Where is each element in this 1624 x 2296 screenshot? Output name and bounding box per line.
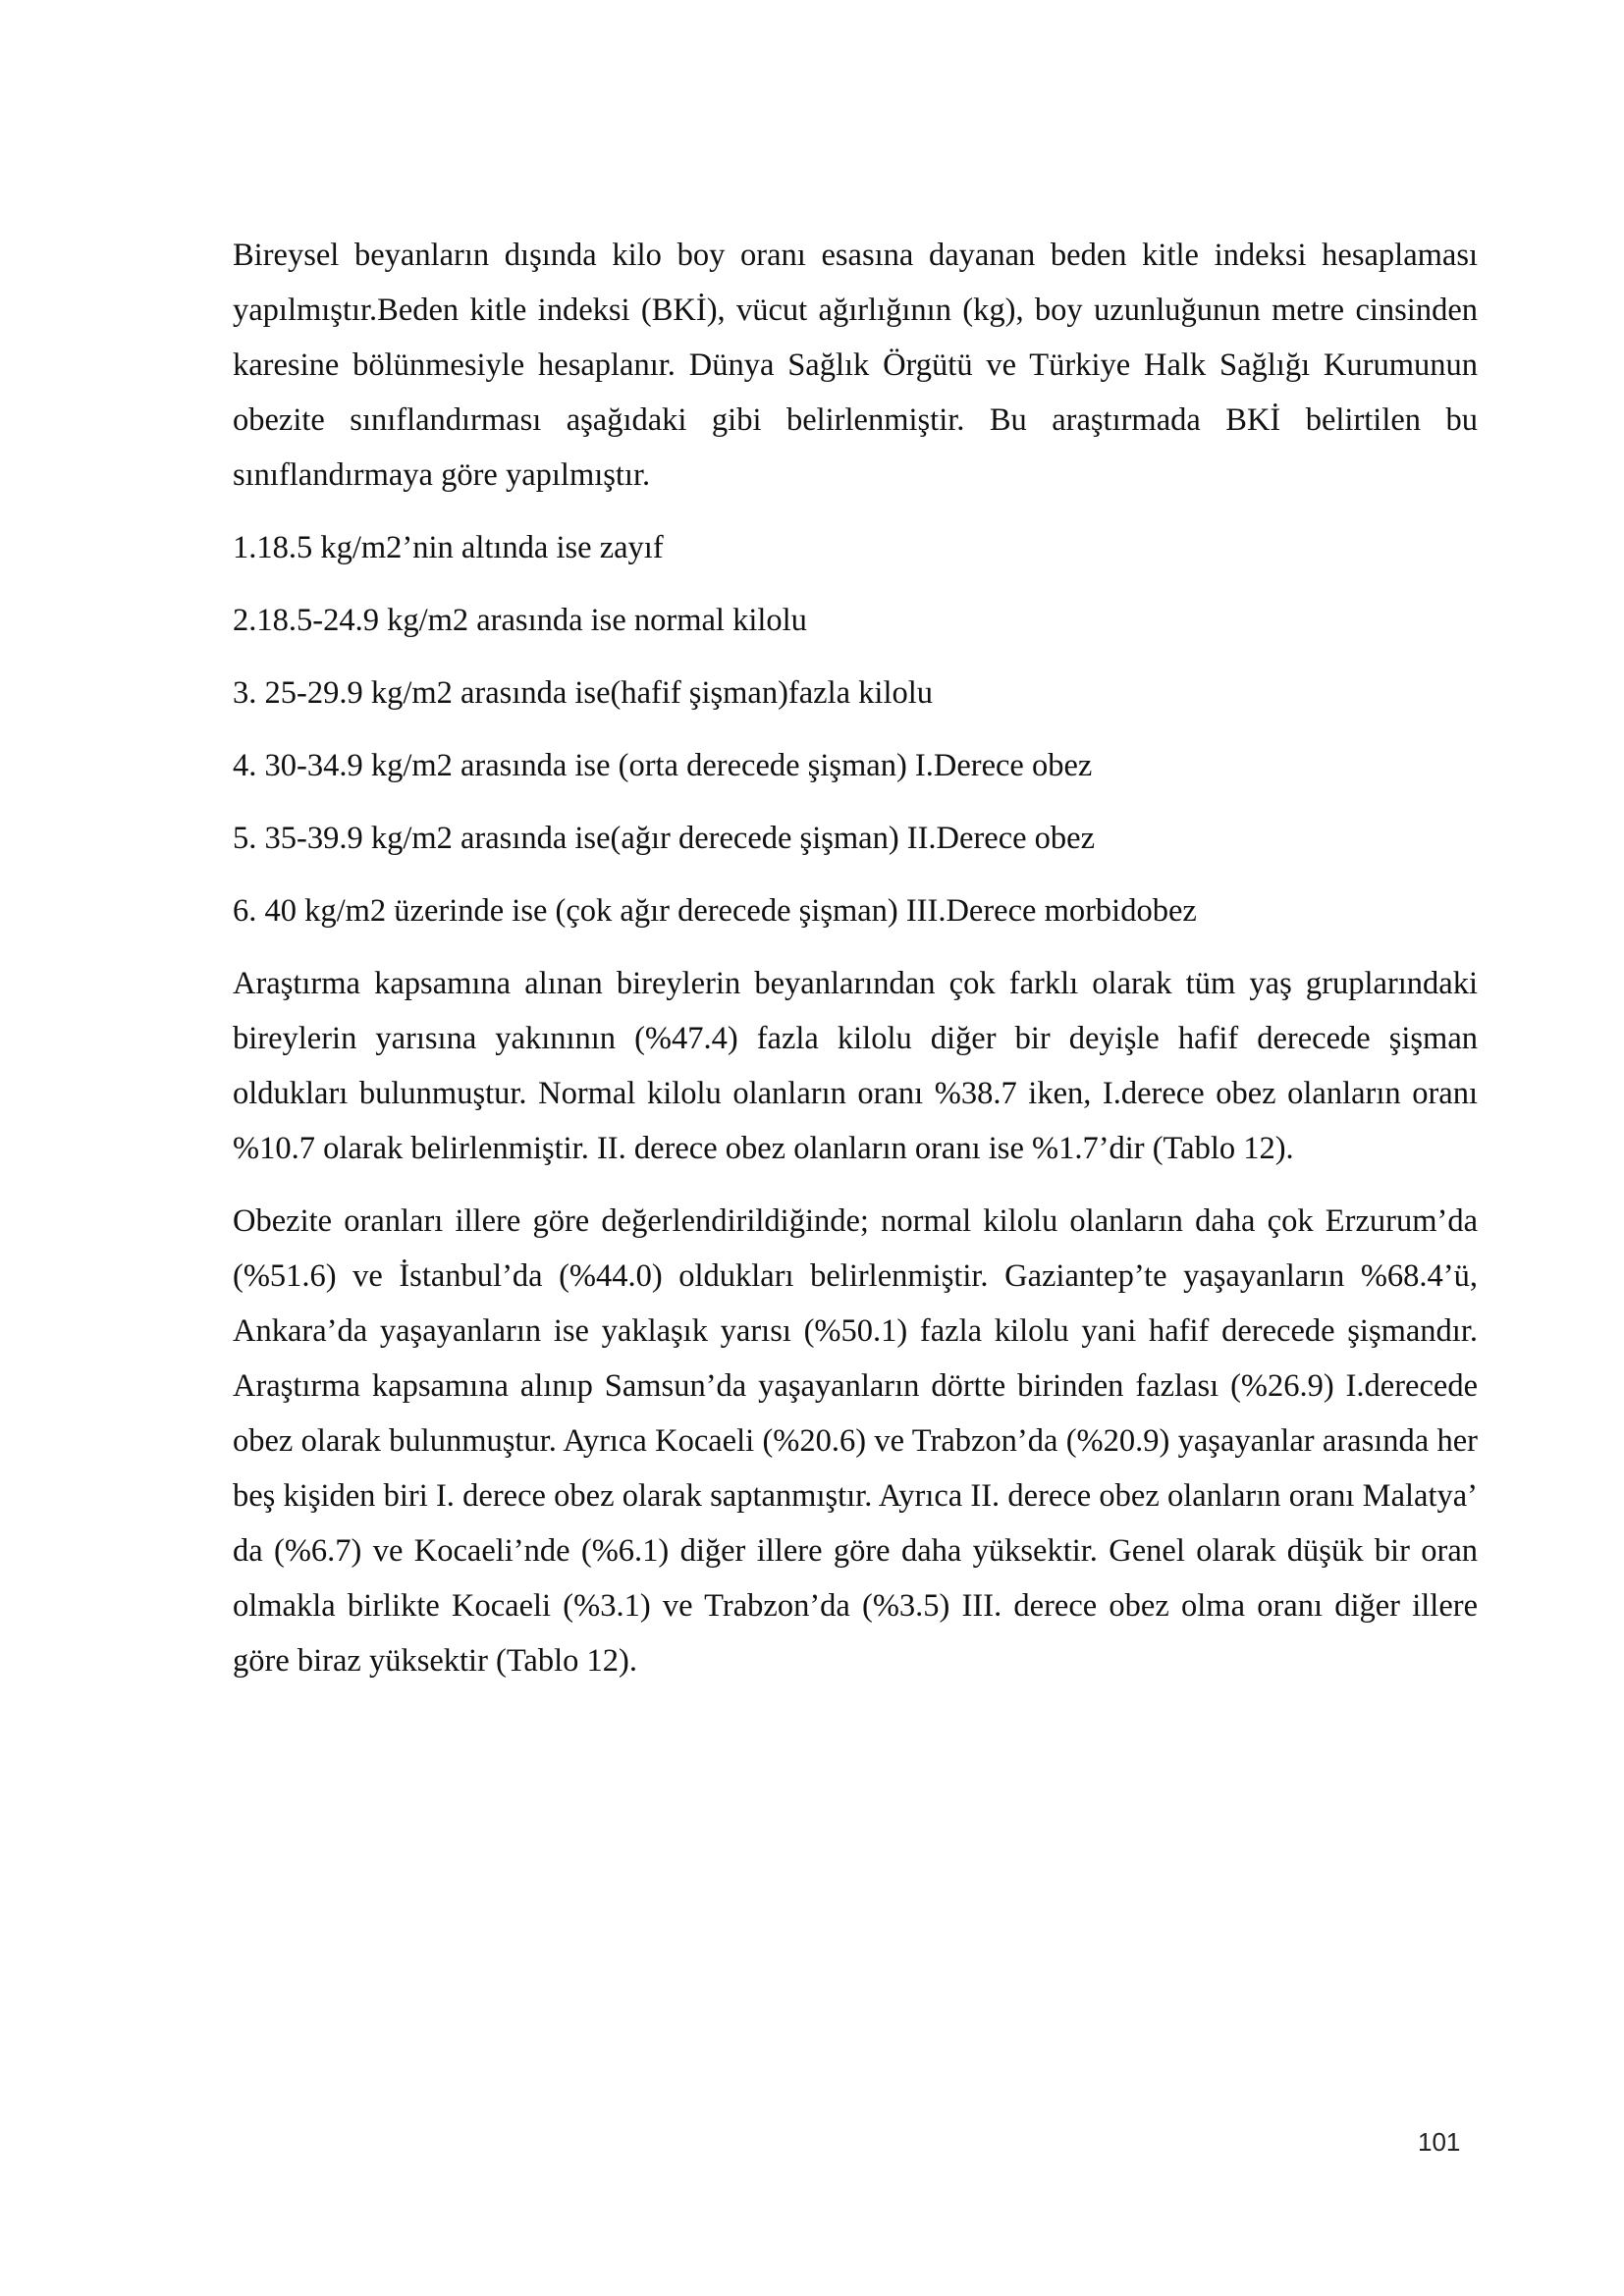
bmi-class-obese-3: 6. 40 kg/m2 üzerinde ise (çok ağır derecede şişman) III.Derece morbidobez: [233, 893, 1197, 929]
intro-paragraph: Bireysel beyanların dışında kilo boy oranı esasına dayanan beden kitle indeksi hesaplaması yapılmıştır.Beden kitle indeksi (BKİ), vücut ağırlığının (kg), boy uzunluğunun metre cinsinden karesine bölünmesiyle hesaplanır. Dünya Sağlık Örgütü ve Türkiye Halk Sağlığı Kurumunun obezite sınıflandırması aşağıdaki gibi belirlenmiştir. Bu araştırmada BKİ belirtilen bu sınıflandırmaya göre yapılmıştır.: [233, 238, 1478, 493]
bmi-class-underweight: 1.18.5 kg/m2’nin altında ise zayıf: [233, 530, 664, 565]
bmi-class-obese-1: 4. 30-34.9 kg/m2 arasında ise (orta derecede şişman) I.Derece obez: [233, 748, 1093, 783]
province-paragraph: Obezite oranları illere göre değerlendirildiğinde; normal kilolu olanların daha çok Erzurum’da (%51.6) ve İstanbul’da (%44.0) oldukları belirlenmiştir. Gaziantep’te yaşayanların %68.4’ü, Ankara’da yaşayanların ise yaklaşık yarısı (%50.1) fazla kilolu yani hafif derecede şişmandır. Araştırma kapsamına alınıp Samsun’da yaşayanların dörtte birinden fazlası (%26.9) I.derecede obez olarak bulunmuştur. Ayrıca Kocaeli (%20.6) ve Trabzon’da (%20.9) yaşayanlar arasında her beş kişiden biri I. derece obez olarak saptanmıştır. Ayrıca II. derece obez olanların oranı Malatya’ da (%6.7) ve Kocaeli’nde (%6.1) diğer illere göre daha yüksektir. Genel olarak düşük bir oran olmakla birlikte Kocaeli (%3.1) ve Trabzon’da (%3.5) III. derece obez olma oranı diğer illere göre biraz yüksektir (Tablo 12).: [233, 1203, 1478, 1679]
bmi-class-normal: 2.18.5-24.9 kg/m2 arasında ise normal kilolu: [233, 603, 807, 638]
bmi-classification-list: [233, 520, 1478, 938]
page-body: [233, 228, 1478, 1688]
bmi-class-overweight: 3. 25-29.9 kg/m2 arasında ise(hafif şişman)fazla kilolu: [233, 675, 934, 711]
page-number: 101: [1418, 2127, 1461, 2157]
bmi-class-obese-2: 5. 35-39.9 kg/m2 arasında ise(ağır derecede şişman) II.Derece obez: [233, 821, 1096, 856]
findings-paragraph: Araştırma kapsamına alınan bireylerin beyanlarından çok farklı olarak tüm yaş gruplarındaki bireylerin yarısına yakınının (%47.4) fazla kilolu diğer bir deyişle hafif derecede şişman oldukları bulunmuştur. Normal kilolu olanların oranı %38.7 iken, I.derece obez olanların oranı %10.7 olarak belirlenmiştir. II. derece obez olanların oranı ise %1.7’dir (Tablo 12).: [233, 966, 1478, 1166]
